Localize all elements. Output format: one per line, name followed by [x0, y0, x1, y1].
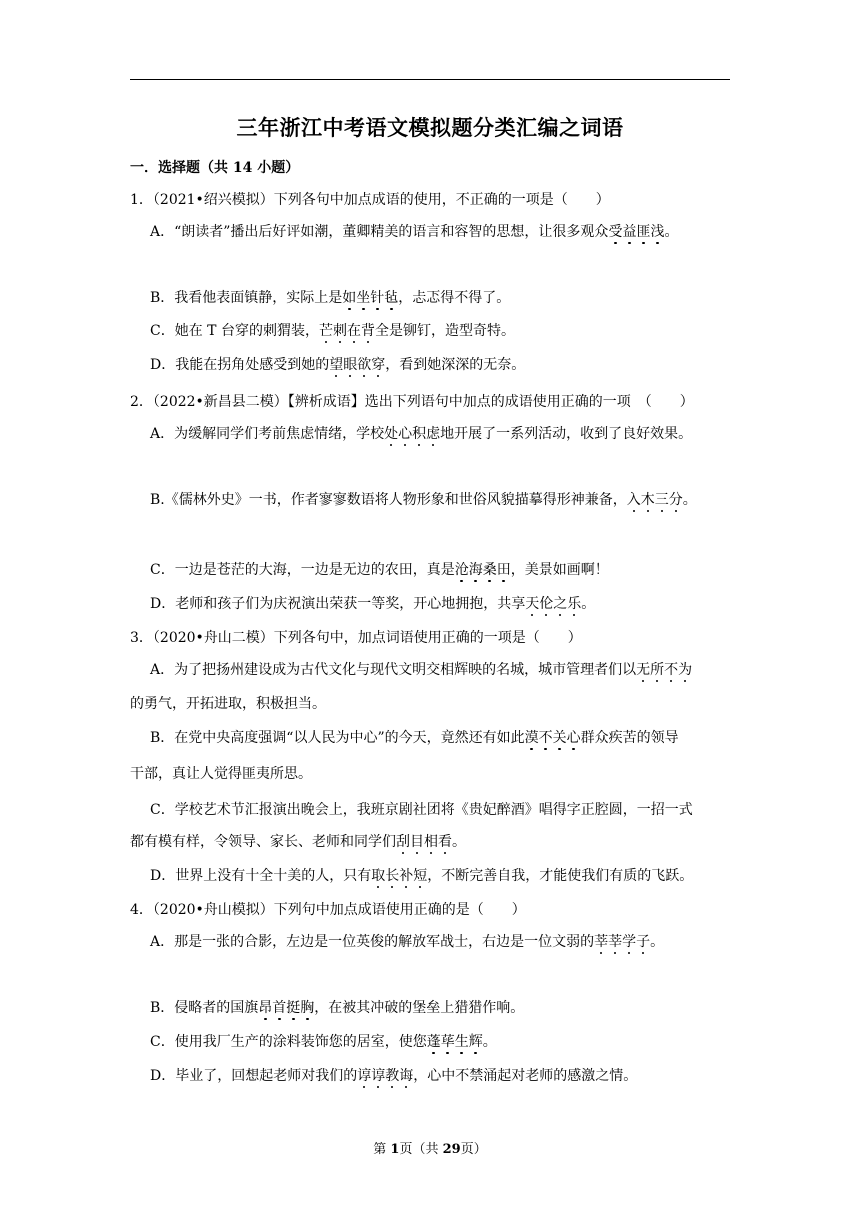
page-total: 29 [442, 1142, 461, 1157]
question-1-option-b: B．我看他表面镇静，实际上是如坐针毡，忐忑得不得了。 [150, 290, 511, 306]
page-footer: 第 1页（共 29页） [373, 1142, 487, 1157]
dotted-idiom: 莘莘学子 [594, 934, 651, 950]
question-2-stem: 2．（2022•新昌县二模）【辨析成语】选出下列语句中加点的成语使用正确的一项 （ ） [130, 394, 694, 410]
question-3-option-b: B．在党中央高度强调“以人民为中心”的今天，竟然还有如此漠不关心群众疾苦的领导 [150, 730, 679, 746]
question-2-option-d: D．老师和孩子们为庆祝演出荣获一等奖，开心地拥抱，共享天伦之乐。 [150, 596, 596, 612]
header-rule [130, 79, 730, 80]
dotted-idiom: 蓬荜生辉 [426, 1034, 483, 1050]
dotted-idiom: 沧海桑田 [454, 562, 511, 578]
section-heading: 一．选择题（共 14 小题） [130, 160, 300, 176]
question-3-option-b-cont: 干部，真让人觉得匪夷所思。 [130, 766, 312, 782]
dotted-idiom: 漠不关心 [524, 730, 581, 746]
dotted-idiom: 无所不为 [636, 662, 693, 678]
question-1-option-d: D．我能在拐角处感受到她的望眼欲穿，看到她深深的无奈。 [150, 357, 526, 373]
dotted-idiom: 天伦之乐 [525, 596, 582, 612]
question-2-option-b: B.《儒林外史》一书，作者寥寥数语将人物形象和世俗风貌描摹得形神兼备，入木三分。 [150, 492, 697, 508]
question-3-option-a: A．为了把扬州建设成为古代文化与现代文明交相辉映的名城，城市管理者们以无所不为 [150, 662, 693, 678]
question-3-option-c: C．学校艺术节汇报演出晚会上，我班京剧社团将《贵妃醉酒》唱得字正腔圆，一招一式 [150, 802, 693, 818]
dotted-idiom: 芒刺在背 [318, 323, 375, 339]
question-3-option-d: D．世界上没有十全十美的人，只有取长补短，不断完善自我，才能使我们有质的飞跃。 [150, 868, 694, 884]
dotted-idiom: 取长补短 [371, 868, 428, 884]
question-4-option-b: B．侵略者的国旗昂首挺胸，在被其冲破的堡垒上猎猎作响。 [150, 1000, 525, 1016]
question-1-option-c: C．她在 T 台穿的刺猬装，芒刺在背全是铆钉，造型奇特。 [150, 323, 515, 339]
dotted-idiom: 入木三分 [626, 492, 683, 508]
question-3-option-a-cont: 的勇气，开拓进取，积极担当。 [130, 696, 326, 712]
dotted-idiom: 昂首挺胸 [258, 1000, 315, 1016]
dotted-idiom: 望眼欲穿 [329, 357, 386, 373]
question-3-stem: 3．（2020•舟山二模）下列各句中，加点词语使用正确的一项是（ ） [130, 630, 582, 646]
dotted-idiom: 刮目相看 [396, 834, 452, 850]
question-1-option-a: A．“朗读者”播出后好评如潮，董卿精美的语言和容智的思想，让很多观众受益匪浅。 [150, 224, 679, 240]
dotted-idiom: 处心积虑 [384, 426, 441, 442]
page-number: 1 [390, 1142, 400, 1157]
question-4-option-d: D．毕业了，回想起老师对我们的谆谆教诲，心中不禁涌起对老师的感激之情。 [150, 1068, 638, 1084]
dotted-idiom: 谆谆教诲 [357, 1068, 414, 1084]
dotted-idiom: 如坐针毡 [342, 290, 399, 306]
document-title: 三年浙江中考语文模拟题分类汇编之词语 [236, 116, 624, 140]
dotted-idiom: 受益匪浅 [608, 224, 665, 240]
question-1-stem: 1．（2021•绍兴模拟）下列各句中加点成语的使用，不正确的一项是（ ） [130, 192, 610, 208]
question-4-option-c: C．使用我厂生产的涂料装饰您的居室，使您蓬荜生辉。 [150, 1034, 497, 1050]
question-2-option-a: A．为缓解同学们考前焦虑情绪，学校处心积虑地开展了一系列活动，收到了良好效果。 [150, 426, 693, 442]
question-4-option-a: A．那是一张的合影，左边是一位英俊的解放军战士，右边是一位文弱的莘莘学子。 [150, 934, 665, 950]
question-4-stem: 4．（2020•舟山模拟）下列句中加点成语使用正确的是（ ） [130, 902, 526, 918]
question-3-option-c-cont: 都有模有样，令领导、家长、老师和同学们刮目相看。 [130, 834, 466, 850]
question-2-option-c: C．一边是苍茫的大海，一边是无边的农田，真是沧海桑田，美景如画啊！ [150, 562, 609, 578]
